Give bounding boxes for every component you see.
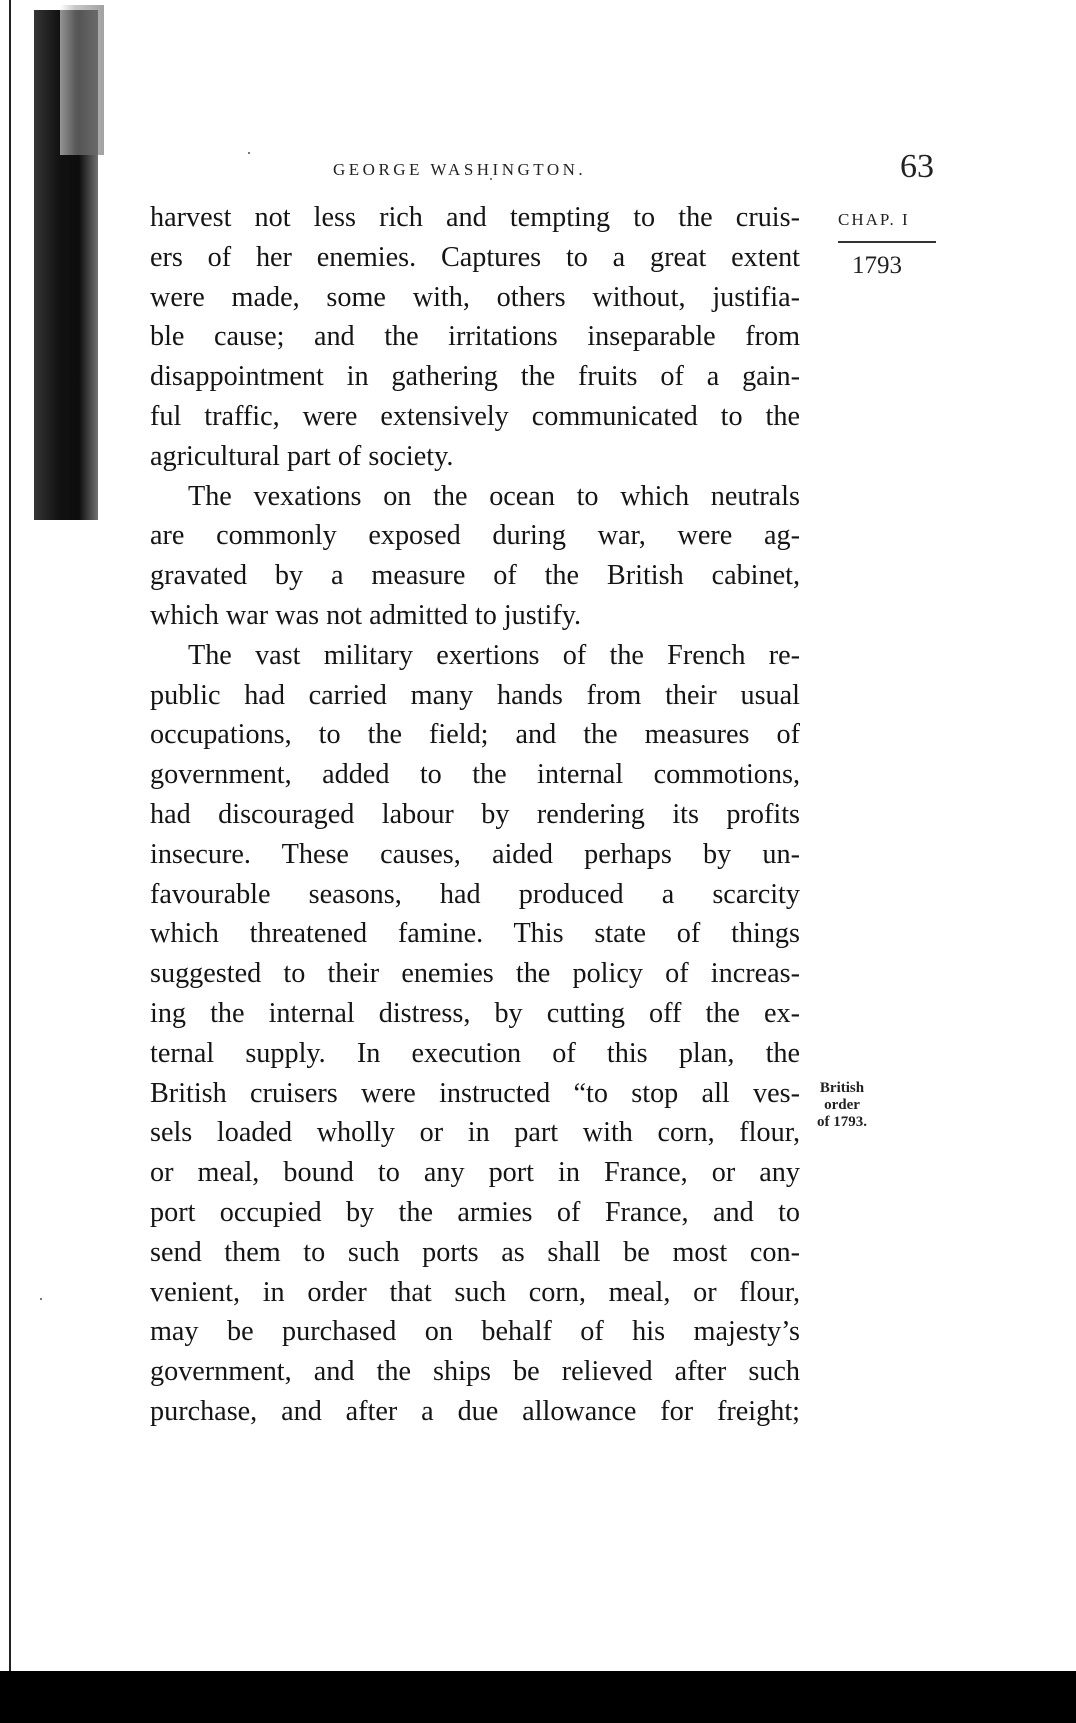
text-line: or meal, bound to any port in France, or any — [150, 1157, 800, 1189]
text-line: ful traffic, were extensively communicated to the — [150, 400, 800, 432]
text-line: purchase, and after a due allowance for freight; — [150, 1395, 800, 1427]
text-line: public had carried many hands from their usual — [150, 679, 800, 711]
running-head: GEORGE WASHINGTON. — [333, 160, 587, 179]
scan-bottom-band — [0, 1671, 1076, 1723]
text-line: disappointment in gathering the fruits of a gain- — [150, 361, 800, 393]
text-line: insecure. These causes, aided perhaps by un- — [150, 838, 800, 870]
text-line: are commonly exposed during war, were ag- — [150, 520, 800, 552]
body-text — [150, 198, 800, 1432]
text-line: suggested to their enemies the policy of increas- — [150, 958, 800, 990]
binding-shadow-fade — [60, 5, 104, 155]
chapter-label: CHAP. I — [838, 210, 910, 229]
text-line: were made, some with, others without, justifia- — [150, 281, 800, 313]
text-line: harvest not less rich and tempting to the cruis- — [150, 202, 800, 233]
text-line: ers of her enemies. Captures to a great extent — [150, 241, 800, 273]
text-line: ble cause; and the irritations inseparable from — [150, 321, 800, 353]
text-line: favourable seasons, had produced a scarcity — [150, 878, 800, 910]
text-line: port occupied by the armies of France, and to — [150, 1196, 800, 1228]
text-line: sels loaded wholly or in part with corn, flour, — [150, 1117, 800, 1149]
text-line: venient, in order that such corn, meal, or flour, — [150, 1276, 800, 1308]
text-line: may be purchased on behalf of his majesty’s — [150, 1316, 800, 1348]
text-line: British cruisers were instructed “to stop all ves- — [150, 1077, 800, 1109]
scan-speck — [248, 152, 250, 154]
text-line: ing the internal distress, by cutting off the ex- — [150, 997, 800, 1029]
side-note-line: order — [824, 1097, 860, 1113]
text-line: agricultural part of society. — [150, 440, 454, 472]
text-line: gravated by a measure of the British cabinet, — [150, 560, 800, 592]
chapter-rule — [838, 241, 936, 243]
scan-speck — [40, 1298, 42, 1300]
text-line: The vexations on the ocean to which neutrals — [188, 480, 800, 512]
side-note-line: British — [819, 1080, 865, 1096]
text-line: had discouraged labour by rendering its profits — [150, 798, 800, 830]
text-line: which threatened famine. This state of things — [150, 918, 800, 950]
text-line: send them to such ports as shall be most con- — [150, 1236, 800, 1268]
side-note — [817, 1080, 867, 1131]
text-line: government, added to the internal commotions, — [150, 759, 800, 791]
text-line: ternal supply. In execution of this plan, the — [150, 1037, 800, 1069]
text-line: which war was not admitted to justify. — [150, 599, 582, 631]
chapter-year: 1793 — [852, 252, 902, 279]
page-number: 63 — [900, 148, 934, 185]
text-line: government, and the ships be relieved after such — [150, 1356, 800, 1388]
scan-left-edge — [9, 0, 11, 1723]
text-line: The vast military exertions of the French re- — [188, 639, 800, 671]
text-line: occupations, to the field; and the measures of — [150, 719, 800, 751]
side-note-line: of 1793. — [817, 1114, 867, 1130]
